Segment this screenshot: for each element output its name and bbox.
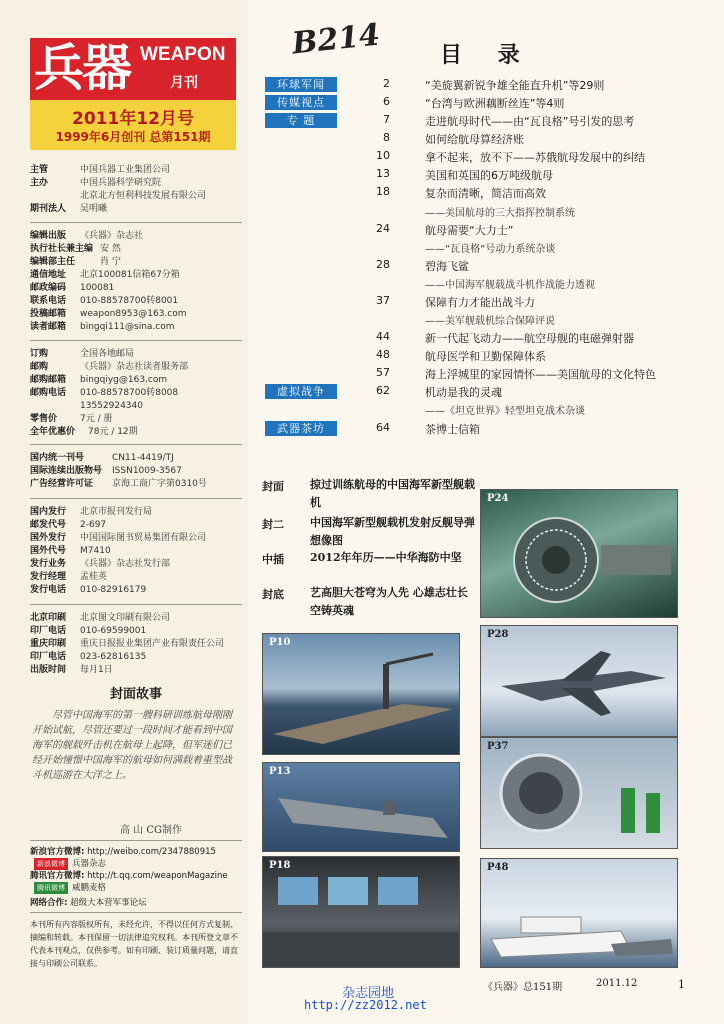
masthead [30,38,236,100]
divider [30,912,242,913]
toc-page: 57 [376,366,390,379]
info-key: 投稿邮箱 [30,309,67,319]
section-label[interactable]: 传媒视点 [265,95,337,110]
info-value: 100081 [80,283,115,293]
editorial-info [30,230,242,334]
photo-turbine[interactable] [480,489,678,618]
info-value: 《兵器》杂志社 [80,231,144,241]
carrier-dock-illustration [263,634,459,754]
info-value: 吴明曦 [80,204,108,214]
info-value: 7元 / 册 [80,414,113,424]
cover-caption: 掠过训练航母的中国海军新型舰载机 [310,478,475,509]
info-value: 《兵器》杂志社发行部 [80,559,171,569]
info-key: 国内统一刊号 [30,453,85,463]
toc-subtitle: ——中国海军舰载战斗机作战能力透视 [425,280,595,291]
engine-crew-illustration [481,738,677,848]
divider [30,444,242,445]
turbine-illustration [481,490,677,617]
cover-story-author: 高 山 CG制作 [120,825,182,836]
photo-tag: P13 [269,766,291,777]
social-links [30,846,242,909]
info-key: 国际连续出版物号 [30,466,103,476]
toc-page: 7 [383,113,390,126]
divider [30,498,242,499]
info-value: 010-88578700转8008 [80,388,179,398]
issue-date: 2011年12月号 [72,109,194,129]
codes-info [30,452,242,491]
toc-subtitle: ——美军舰载机综合保障评说 [425,316,555,327]
masthead-title-en: WEAPON [140,44,226,65]
info-value: bingqiyg@163.com [80,375,168,385]
cover-label: 中插 [262,553,284,566]
toc-page: 18 [376,185,390,198]
info-key: 国外发行 [30,533,67,543]
toc-entry[interactable]: 航母需要“大力士” [425,224,514,237]
toc-page: 2 [383,77,390,90]
photo-tag: P48 [487,862,509,873]
toc-page: 44 [376,330,390,343]
toc-page: 10 [376,149,390,162]
info-value: 全国各地邮局 [80,349,135,359]
tencent-weibo-icon: 腾讯微博 [34,882,68,894]
info-value: 北京市报刊发行局 [80,507,153,517]
info-key: 全年优惠价 [30,427,76,437]
info-key: 零售价 [30,414,58,424]
cover-caption: 艺高胆大苍穹为人先 心雄志壮长空铸英魂 [310,586,468,617]
divider [30,604,242,605]
photo-tag: P37 [487,741,509,752]
info-value: 023-62816135 [80,652,147,662]
section-label[interactable]: 虚拟战争 [265,384,337,399]
info-value: 北京北方恒利科技发展有限公司 [80,191,207,201]
distribution-info [30,506,242,597]
toc-entry[interactable]: 如何给航母算经济账 [425,133,524,146]
info-value: weapon8953@163.com [80,309,187,319]
cover-story-title: 封面故事 [109,687,162,702]
info-value: 中国国际图书贸易集团有限公司 [80,533,207,543]
info-key: 通信地址 [30,270,67,280]
handwritten-note: B214 [290,17,382,62]
info-key: 编辑出版 [30,231,67,241]
toc-page: 37 [376,294,390,307]
toc-entry[interactable]: 拿不起来，放不下——苏俄航母发展中的纠结 [425,151,645,164]
info-key: 邮购 [30,362,49,372]
info-key: 主办 [30,178,49,188]
photo-carrier-render[interactable] [262,762,460,852]
toc-page: 28 [376,258,390,271]
info-key: 发行电话 [30,585,67,595]
cover-caption: 中国海军新型舰载机发射反舰导弹想像图 [310,516,475,547]
partner-name: 超级大本营军事论坛 [70,898,147,908]
info-key: 出版时间 [30,665,67,675]
masthead-title-cn: 兵器 [34,38,130,97]
info-key: 邮购邮箱 [30,375,67,385]
info-key [30,190,80,203]
photo-carrier-dock[interactable] [262,633,460,755]
cover-story-text: 尽管中国海军的第一艘科研训练航母刚刚开始试航，尽管还要过一段时间才能看到中国海军的舰载歼击机在航母上起降，但军迷们已经开始憧憬中国海军的航母如何满载着重型战斗机巡游在大洋之上。 [32,710,232,781]
publishing-info [30,164,242,216]
watermark-name: 杂志园地 [342,986,395,1001]
cover-caption: 2012年年历——中华海防中坚 [310,551,462,564]
subscription-info [30,348,242,439]
fighter-jet-illustration [481,626,677,736]
toc-subtitle: ——“瓦良格”号动力系统杂谈 [425,244,556,255]
toc-page: 13 [376,167,390,180]
section-label[interactable]: 专 题 [265,113,337,128]
footer-magazine: 《兵器》总151期 [483,982,563,993]
info-key: 发行业务 [30,559,67,569]
toc-entry[interactable]: 复杂而清晰，简洁而高效 [425,187,546,200]
toc-entry[interactable]: 美国和英国的6万吨级航母 [425,169,553,182]
info-key: 主管 [30,165,49,175]
carrier-render-illustration [263,763,459,851]
photo-fighter-jet[interactable] [480,625,678,737]
toc-entry[interactable]: 新一代起飞动力——航空母舰的电磁弹射器 [425,332,634,345]
info-key: 邮政编码 [30,283,67,293]
info-value: 中国兵器工业集团公司 [80,165,171,175]
info-value: 010-88578700转8001 [80,296,179,306]
toc-entry[interactable]: 走进航母时代——由“瓦良格”号引发的思考 [425,115,635,128]
toc-page: 8 [383,131,390,144]
info-key: 重庆印刷 [30,639,67,649]
photo-tag: P18 [269,860,291,871]
divider [30,840,242,841]
divider [30,340,242,341]
copyright-notice: 本刊所有内容版权所有，未经允许，不得以任何方式复制、摘编和转载。本刊保留一切法律追究权利。本刊所登文章不代表本刊观点，仅供参考。如有印刷、装订质量问题，请直接与印刷公司联系。 [30,920,238,968]
info-key: 广告经营许可证 [30,479,94,489]
issue-box [30,100,236,150]
tencent-label: 腾讯官方微博: [30,871,85,881]
photo-hospital-ship[interactable] [480,858,678,968]
toc-subtitle: ——美国航母的三大指挥控制系统 [425,208,575,219]
info-value: 78元 / 12期 [88,427,138,437]
toc-entry[interactable]: 保障有力才能出战斗力 [425,296,535,309]
masthead-monthly: 月刊 [170,75,198,91]
info-value: 每月1日 [80,665,113,675]
cover-label: 封二 [262,518,284,531]
sina-weibo-icon: 新浪微博 [34,858,68,870]
info-key: 印厂电话 [30,626,67,636]
toc-entry[interactable]: 茶博士信箱 [425,423,480,436]
info-key: 期刊法人 [30,204,67,214]
toc-title: 目 录 [440,42,534,68]
info-value: 北京图文印刷有限公司 [80,613,171,623]
info-key: 国外代号 [30,546,67,556]
cover-label: 封底 [262,588,284,601]
info-value: 中国兵器科学研究院 [80,178,162,188]
info-key: 印厂电话 [30,652,67,662]
photo-command-room[interactable] [262,856,460,968]
divider [30,222,242,223]
section-label[interactable]: 武器茶坊 [265,421,337,436]
watermark-url[interactable]: http://zz2012.net [304,998,427,1012]
info-value: M7410 [80,546,111,556]
toc-entry[interactable]: 航母医学和卫勤保障体系 [425,350,546,363]
info-key: 邮购电话 [30,388,67,398]
issue-founded: 1999年6月创刊 总第151期 [55,130,211,144]
info-key: 执行社长兼主编 [30,244,94,254]
toc-entry[interactable]: 海上浮城里的家园情怀——美国航母的文化特色 [425,368,656,381]
info-key: 订购 [30,349,49,359]
toc-page: 64 [376,421,390,434]
info-value: 010-69599001 [80,626,147,636]
info-value: 肖 宁 [100,257,121,267]
info-value: 孟桂英 [80,572,108,582]
cover-label: 封面 [262,480,284,493]
photo-tag: P28 [487,629,509,640]
footer-date: 2011.12 [596,978,638,989]
info-key: 读者邮箱 [30,322,67,332]
info-key: 编辑部主任 [30,257,76,267]
toc-page: 62 [376,384,390,397]
tencent-name: 威鹏麦格 [72,883,107,893]
toc-page: 6 [383,95,390,108]
info-value: 北京100081信箱67分箱 [80,270,180,280]
info-key: 国内发行 [30,507,67,517]
photo-tag: P24 [487,493,509,504]
info-value: 安 然 [100,244,121,254]
photo-engine-crew[interactable] [480,737,678,849]
toc-page: 48 [376,348,390,361]
info-value: ISSN1009-3567 [112,466,182,476]
info-value: 13552924340 [80,401,143,411]
sina-url[interactable]: http://weibo.com/2347880915 [87,847,216,857]
page-number: 1 [678,978,685,991]
section-label[interactable]: 环球军闻 [265,77,337,92]
hospital-ship-illustration [481,859,677,967]
toc-page: 24 [376,222,390,235]
sina-name: 兵器杂志 [72,859,107,869]
info-key: 邮发代号 [30,520,67,530]
toc-entry[interactable]: “美旋翼新锐争雄全能直升机”等29则 [425,79,605,92]
info-value: 重庆日报报业集团产业有限责任公司 [80,639,225,649]
info-value: 010-82916179 [80,585,147,595]
info-value: bingqi111@sina.com [80,322,175,332]
toc-entry[interactable]: “台湾与欧洲藕断丝连”等4则 [425,97,565,110]
toc-subtitle: ——《坦克世界》轻型坦克战术杂谈 [425,406,585,417]
tencent-url[interactable]: http://t.qq.com/weaponMagazine [87,871,228,881]
command-room-illustration [263,857,459,967]
toc-entry[interactable]: 机动是我的灵魂 [425,386,502,399]
info-value: 《兵器》杂志社读者服务部 [80,362,189,372]
sina-label: 新浪官方微博: [30,847,85,857]
info-value: 2-697 [80,520,107,530]
toc-entry[interactable]: 碧海飞鲨 [425,260,469,273]
photo-tag: P10 [269,637,291,648]
info-key: 联系电话 [30,296,67,306]
partner-label: 网络合作: [30,898,68,908]
info-value: 京海工商广字第0310号 [112,479,207,489]
info-key: 发行经理 [30,572,67,582]
info-key: 北京印刷 [30,613,67,623]
info-value: CN11-4419/TJ [112,453,174,463]
info-key [30,400,80,413]
printing-info [30,612,242,677]
